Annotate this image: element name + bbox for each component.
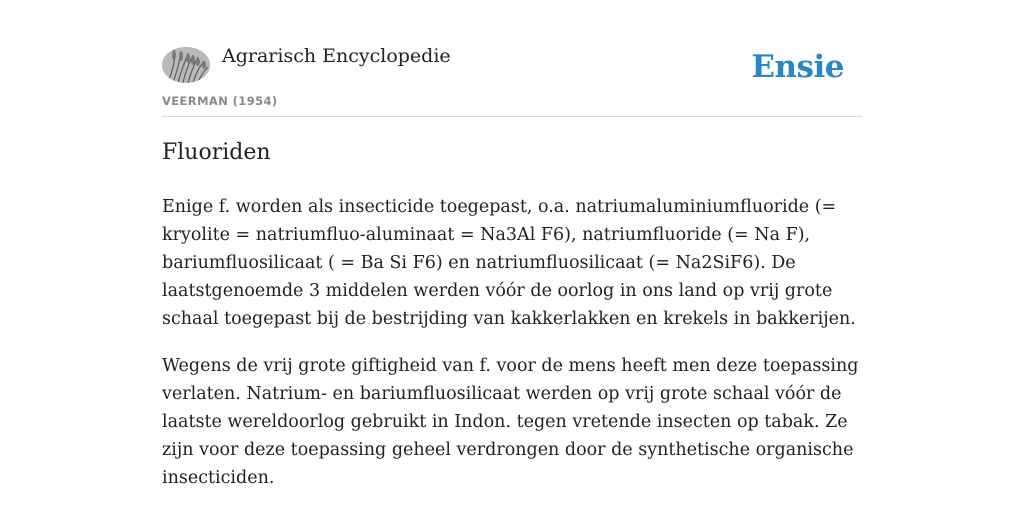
page: [162, 0, 862, 488]
article-title: Fluoriden: [162, 140, 271, 165]
article-paragraph-1: Enige f. worden als insecticide toegepast, o.a. natriumaluminiumfluoride (= kryolite = natriumfluo-aluminaat = Na3Al F6), natriumfluoride (= Na F), bariumfluosilicaat ( = Ba Si F6) en natriumfluosilicaat (= Na2SiF6). De laatstgenoemde 3 middelen werden vóór de oorlog in ons land op vrij grote schaal toegepast bij de bestrijding van kakkerlakken en krekels in bakkerijen.: [162, 197, 856, 329]
article-body: [162, 193, 862, 511]
ensie-logo-link[interactable]: Ensie: [751, 49, 844, 85]
wheat-icon[interactable]: [162, 47, 210, 83]
edition-label: VEERMAN (1954): [162, 94, 278, 108]
article-paragraph-2: Wegens de vrij grote giftigheid van f. voor de mens heeft men deze toepassing verlaten. Natrium- en bariumfluosilicaat werden op vrij grote schaal vóór de laatste wereldoorlog gebruikt in Indon. tegen vretende insecten op tabak. Ze zijn voor deze toepassing geheel verdrongen door de synthetische organische insecticiden.: [162, 356, 859, 488]
header: [162, 0, 862, 117]
publication-title[interactable]: Agrarisch Encyclopedie: [222, 45, 451, 67]
